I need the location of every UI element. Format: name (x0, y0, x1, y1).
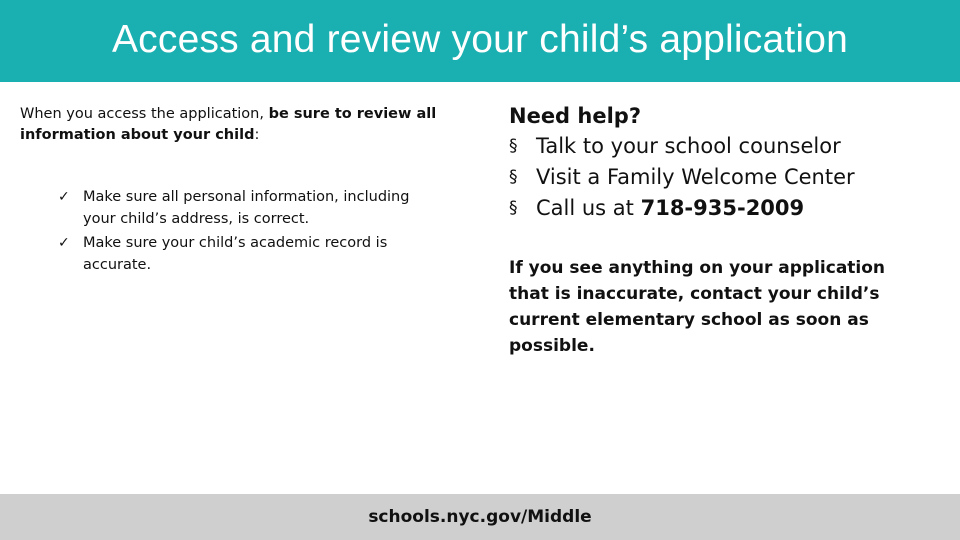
checklist-item (20, 186, 420, 230)
intro-text (20, 104, 460, 146)
inaccuracy-notice: If you see anything on your application that is inaccurate, contact your child’s current elementary school as soon as possible. (509, 258, 886, 356)
help-item-call (509, 193, 929, 224)
section-bullet-icon: § (509, 136, 518, 156)
phone-number[interactable]: 718-935-2009 (640, 196, 805, 220)
section-bullet-icon: § (509, 167, 518, 187)
page-title: Access and review your child’s application (111, 18, 849, 61)
help-item-counselor (509, 131, 929, 162)
checklist-item-text: Make sure your child’s academic record is accurate. (83, 235, 388, 273)
checkmark-icon: ✓ (58, 235, 70, 251)
help-heading: Need help? (509, 104, 642, 128)
intro-end: : (254, 127, 260, 143)
checkmark-icon: ✓ (58, 189, 70, 205)
intro-bold: be sure to review all information about your child (20, 106, 437, 143)
help-item-text: Visit a Family Welcome Center (536, 165, 855, 189)
checklist (20, 186, 420, 276)
footer-website-link[interactable]: schools.nyc.gov/Middle (368, 507, 592, 527)
right-column (509, 101, 929, 359)
help-item-text: Call us at (536, 196, 641, 220)
intro-plain: When you access the application, (20, 106, 269, 122)
help-item-welcome-center (509, 162, 929, 193)
left-column (20, 104, 460, 278)
section-bullet-icon: § (509, 198, 518, 218)
checklist-item-text: Make sure all personal information, including your child’s address, is correct. (83, 189, 410, 227)
help-item-text: Talk to your school counselor (536, 134, 841, 158)
checklist-item (20, 232, 420, 276)
help-list (509, 131, 929, 224)
